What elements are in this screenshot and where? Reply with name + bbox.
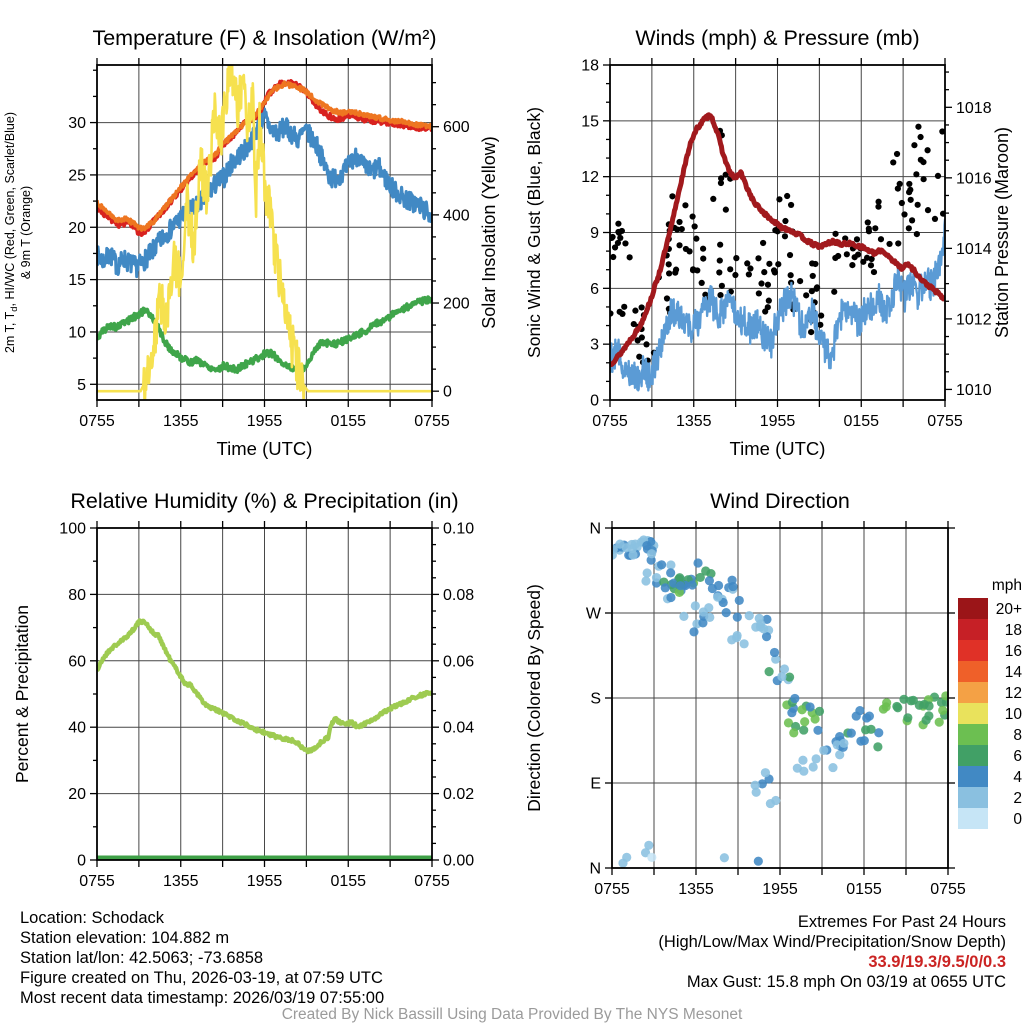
chart-temperature-insolation [0, 0, 512, 470]
timestamp-line: Most recent data timestamp: 2026/03/19 07:55:00 [20, 989, 385, 1007]
left-axis-label: Direction (Colored By Speed) [524, 584, 544, 812]
speed-legend [958, 577, 1022, 829]
svg-text:W: W [585, 605, 601, 623]
svg-text:0.08: 0.08 [443, 586, 475, 604]
svg-text:25: 25 [68, 167, 86, 185]
latlon-line: Station lat/lon: 42.5063; -73.6858 [20, 949, 264, 967]
credit-line: Created By Nick Bassill Using Data Provided By The NYS Mesonet [281, 1006, 743, 1023]
tick-labels [586, 521, 966, 899]
extremes-values: 33.9/19.3/9.5/0/0.3 [868, 953, 1006, 971]
svg-text:0.06: 0.06 [443, 653, 475, 671]
legend-label: 4 [1013, 769, 1022, 786]
svg-text:15: 15 [68, 272, 86, 290]
legend-label: 6 [1013, 748, 1022, 765]
svg-text:10: 10 [68, 324, 86, 342]
legend-label: 8 [1013, 727, 1022, 744]
panel-dir-svg [512, 470, 1024, 904]
tick-labels [68, 115, 470, 430]
svg-text:E: E [590, 775, 601, 793]
extremes-title: Extremes For Past 24 Hours [797, 913, 1006, 931]
svg-text:0.02: 0.02 [443, 786, 475, 804]
svg-text:60: 60 [68, 653, 86, 671]
left-axis-label: Percent & Precipitation [12, 604, 32, 784]
legend-label: 0 [1013, 811, 1022, 828]
svg-text:N: N [589, 520, 601, 538]
x-axis-label: Time (UTC) [729, 438, 826, 459]
tick-labels [59, 521, 474, 891]
chart-title: Relative Humidity (%) & Precipitation (in) [70, 489, 459, 513]
legend-label: 14 [1004, 664, 1022, 681]
svg-text:0155: 0155 [330, 873, 367, 890]
svg-text:0: 0 [443, 383, 452, 401]
extremes-block [658, 912, 1006, 992]
series-group [607, 115, 946, 391]
legend-swatch [958, 703, 988, 724]
svg-text:0755: 0755 [414, 413, 450, 430]
max-gust-line: Max Gust: 15.8 mph On 03/19 at 0655 UTC [686, 973, 1006, 991]
elevation-line: Station elevation: 104.882 m [20, 929, 230, 947]
location-line: Location: Schodack [20, 909, 165, 927]
svg-text:1355: 1355 [162, 873, 199, 890]
legend-swatch [958, 661, 988, 682]
svg-text:400: 400 [443, 207, 470, 225]
legend-label: 20+ [995, 601, 1022, 618]
svg-text:18: 18 [581, 57, 599, 75]
chart-title: Temperature (F) & Insolation (W/m²) [92, 26, 437, 50]
svg-text:30: 30 [68, 115, 86, 133]
legend-swatch [958, 619, 988, 640]
svg-text:1010: 1010 [956, 381, 992, 399]
svg-text:0755: 0755 [414, 873, 450, 890]
legend-swatch [958, 682, 988, 703]
svg-text:0755: 0755 [930, 881, 966, 898]
legend-label: 2 [1013, 790, 1022, 807]
svg-text:0755: 0755 [592, 413, 628, 430]
legend-swatch [958, 808, 988, 829]
svg-text:1955: 1955 [246, 413, 283, 430]
series-group [608, 535, 951, 867]
svg-text:0755: 0755 [79, 873, 115, 890]
svg-text:0155: 0155 [330, 413, 367, 430]
svg-text:1355: 1355 [675, 413, 712, 430]
legend-swatch [958, 766, 988, 787]
svg-text:1014: 1014 [956, 240, 992, 258]
left-axis-label: Sonic Wind & Gust (Blue, Black) [524, 107, 544, 358]
svg-text:0755: 0755 [79, 413, 115, 430]
footer [0, 902, 1024, 1024]
svg-text:1016: 1016 [956, 170, 992, 188]
legend-label: 18 [1004, 622, 1022, 639]
left-axis-label-2: & 9m T (Orange) [19, 185, 33, 280]
svg-text:12: 12 [581, 169, 599, 187]
svg-text:1018: 1018 [956, 99, 992, 117]
svg-text:0.00: 0.00 [443, 852, 475, 870]
svg-text:0155: 0155 [843, 413, 880, 430]
svg-text:3: 3 [590, 336, 599, 354]
x-axis-label: Time (UTC) [216, 438, 313, 459]
panel-rh-svg [0, 470, 512, 904]
series-wind-direction [608, 535, 951, 867]
panel-temp-svg [0, 0, 512, 470]
svg-text:600: 600 [443, 119, 470, 137]
svg-text:0: 0 [77, 852, 86, 870]
svg-text:0755: 0755 [594, 881, 630, 898]
right-axis-label: Solar Insolation (Yellow) [479, 136, 499, 329]
legend-swatch [958, 745, 988, 766]
svg-text:20: 20 [68, 219, 86, 237]
svg-text:0755: 0755 [927, 413, 963, 430]
svg-text:1355: 1355 [678, 881, 714, 898]
svg-text:0.10: 0.10 [443, 520, 475, 538]
legend-label: 16 [1004, 643, 1022, 660]
chart-humidity-precipitation [0, 470, 512, 904]
panel-wind-svg [512, 0, 1024, 470]
svg-text:1955: 1955 [759, 413, 796, 430]
svg-text:80: 80 [68, 586, 86, 604]
svg-text:S: S [590, 690, 601, 708]
chart-title: Wind Direction [710, 489, 850, 513]
legend-swatch [958, 640, 988, 661]
legend-swatch [958, 787, 988, 808]
svg-text:1955: 1955 [246, 873, 283, 890]
svg-text:200: 200 [443, 295, 470, 313]
svg-text:9: 9 [590, 225, 599, 242]
legend-label: 10 [1004, 706, 1022, 723]
svg-text:1355: 1355 [162, 413, 199, 430]
svg-text:0155: 0155 [846, 881, 882, 898]
svg-text:20: 20 [68, 786, 86, 804]
legend-label: 12 [1004, 685, 1022, 702]
legend-swatch [958, 598, 988, 619]
svg-text:0: 0 [590, 392, 599, 410]
gridlines [97, 528, 432, 860]
created-line: Figure created on Thu, 2026-03-19, at 07:59 UTC [20, 969, 383, 987]
svg-text:40: 40 [68, 719, 86, 737]
station-info [20, 908, 384, 1008]
svg-text:15: 15 [581, 113, 599, 131]
svg-text:1955: 1955 [762, 881, 798, 898]
svg-text:100: 100 [59, 520, 86, 538]
svg-text:6: 6 [590, 280, 599, 298]
chart-title: Winds (mph) & Pressure (mb) [635, 26, 920, 50]
svg-text:1012: 1012 [956, 311, 992, 329]
chart-winds-pressure [512, 0, 1024, 470]
svg-text:N: N [589, 860, 601, 878]
legend-swatch [958, 724, 988, 745]
svg-text:5: 5 [77, 376, 86, 394]
left-axis-label: 2m T, $T_d$, HI/WC (Red, Green, Scarlet/Blue) [3, 111, 20, 354]
legend-title: mph [991, 577, 1022, 594]
extremes-subtitle: (High/Low/Max Wind/Precipitation/Snow Depth) [658, 933, 1006, 951]
svg-text:0.04: 0.04 [443, 719, 475, 737]
right-axis-label: Station Pressure (Maroon) [992, 126, 1012, 339]
chart-wind-direction [512, 470, 1024, 904]
